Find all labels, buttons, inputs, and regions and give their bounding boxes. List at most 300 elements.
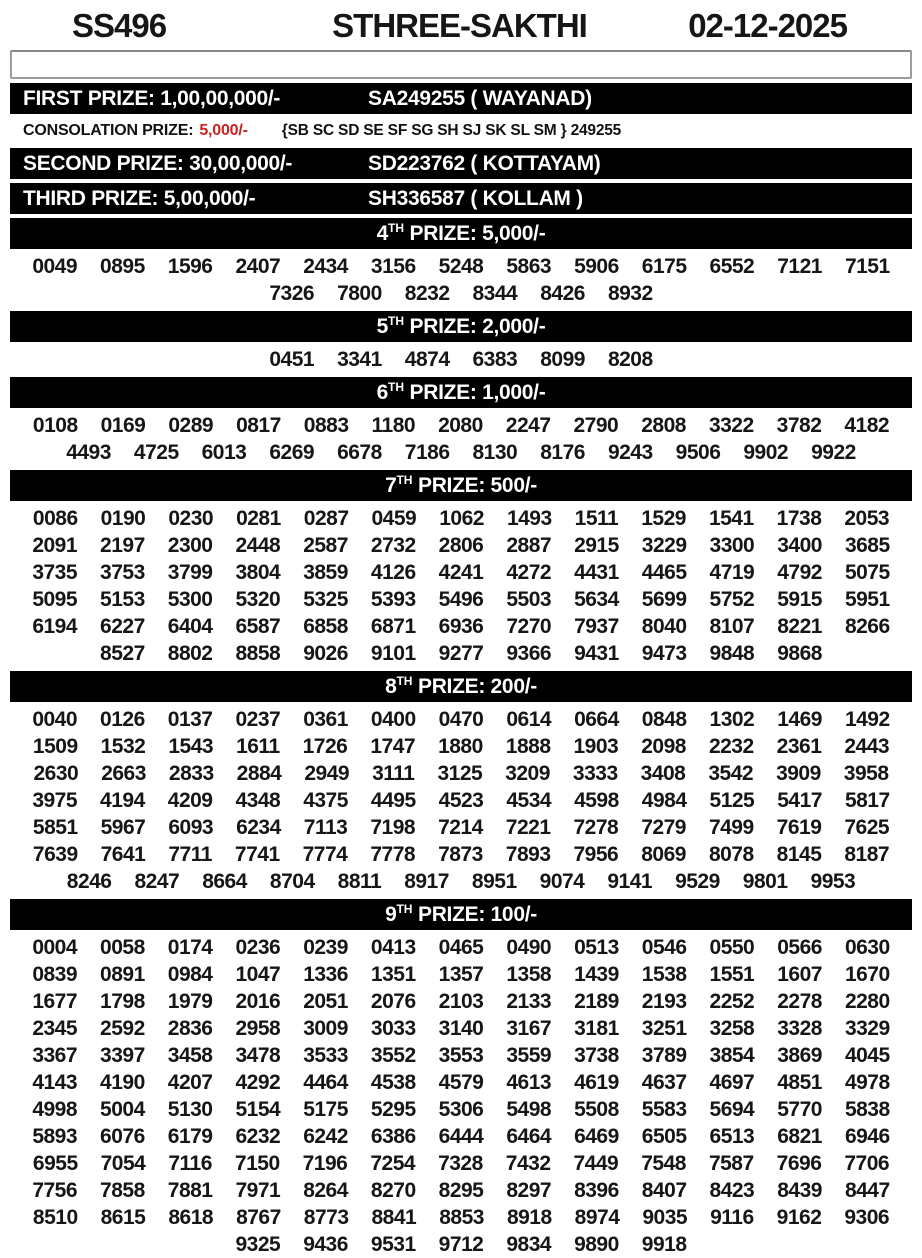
prize-number: 2361	[776, 735, 822, 758]
prize-number: 8078	[708, 843, 754, 866]
prize-number-row	[0, 868, 922, 895]
prize-number: 8232	[404, 282, 450, 305]
prize-number: 5075	[844, 561, 890, 584]
prize-number-row	[0, 1096, 922, 1123]
prize-number-row	[0, 934, 922, 961]
prize-number: 8615	[100, 1206, 146, 1229]
prize-number-row	[0, 253, 922, 280]
prize-number: 5583	[641, 1098, 687, 1121]
prize-number: 0839	[32, 963, 78, 986]
prize-number: 3229	[641, 534, 687, 557]
prize-number: 6469	[574, 1125, 619, 1148]
prize-number: 8917	[404, 870, 449, 893]
prize-number: 7778	[370, 843, 416, 866]
prize-number: 6269	[269, 441, 315, 464]
prize-number: 5496	[438, 588, 484, 611]
prize-number: 4207	[167, 1071, 213, 1094]
prize-number: 5694	[709, 1098, 755, 1121]
prize-number: 0490	[506, 936, 552, 959]
prize-number: 2345	[32, 1017, 78, 1040]
prize-number: 3738	[574, 1044, 619, 1067]
prize-number: 2443	[844, 735, 890, 758]
prize-number: 5508	[574, 1098, 619, 1121]
prize-number: 5634	[574, 588, 619, 611]
prize-number: 9074	[539, 870, 585, 893]
prize-number: 5175	[303, 1098, 348, 1121]
prize-number: 3328	[777, 1017, 822, 1040]
prize-number: 4194	[100, 789, 145, 812]
prize-number: 0630	[844, 936, 890, 959]
consolation-series: {SB SC SD SE SF SG SH SJ SK SL SM } 249255	[281, 122, 622, 139]
prize-number: 7800	[337, 282, 382, 305]
prize-number-row	[0, 640, 922, 667]
prize-number: 8527	[100, 642, 145, 665]
prize-number: 2958	[235, 1017, 281, 1040]
prize-number: 6234	[236, 816, 281, 839]
prize-number-row	[0, 1042, 922, 1069]
prize-number: 1357	[438, 963, 484, 986]
prize-number: 6955	[32, 1152, 78, 1175]
prize-number: 7881	[167, 1179, 213, 1202]
prize-number: 8145	[776, 843, 822, 866]
prize-number: 7711	[168, 843, 212, 866]
prize-number: 6587	[235, 615, 281, 638]
prize-number: 5752	[709, 588, 755, 611]
prize-number: 3782	[776, 414, 822, 437]
prize-number: 6383	[472, 348, 518, 371]
prize-number: 0614	[506, 708, 552, 731]
prize-number: 0108	[32, 414, 78, 437]
prize-number: 1492	[844, 708, 890, 731]
prize-number: 1979	[167, 990, 213, 1013]
prize-number: 2300	[167, 534, 213, 557]
prize-number: 7214	[438, 816, 483, 839]
prize-number: 6505	[641, 1125, 687, 1148]
prize-number: 1677	[32, 990, 78, 1013]
prize-number: 2076	[370, 990, 416, 1013]
prize-number: 0230	[168, 507, 214, 530]
prize-number: 3367	[32, 1044, 78, 1067]
prize-number: 3975	[32, 789, 78, 812]
prize-number: 5300	[167, 588, 213, 611]
prize-number: 6678	[337, 441, 382, 464]
prize-number: 4613	[506, 1071, 552, 1094]
prize-number: 5130	[167, 1098, 213, 1121]
prize-number: 3804	[235, 561, 281, 584]
prize-number: 9529	[675, 870, 720, 893]
prize-number: 6076	[100, 1125, 145, 1148]
prize-number: 3799	[167, 561, 213, 584]
prize-number: 6242	[303, 1125, 348, 1148]
prize-number: 3156	[370, 255, 416, 278]
prize-number: 6946	[844, 1125, 890, 1148]
consolation-label: CONSOLATION PRIZE:	[23, 122, 194, 139]
ninth-prize-header	[10, 899, 912, 930]
prize-number: 1880	[438, 735, 483, 758]
prize-number: 5951	[844, 588, 890, 611]
prize-number: 8858	[235, 642, 281, 665]
prize-number: 0239	[303, 936, 348, 959]
prize-number: 0883	[303, 414, 349, 437]
prize-number: 8130	[472, 441, 518, 464]
prize-number: 0289	[168, 414, 214, 437]
prize-number: 9868	[777, 642, 822, 665]
eighth-prize-header	[10, 671, 912, 702]
prize-number: 4637	[641, 1071, 687, 1094]
prize-number: 3533	[303, 1044, 348, 1067]
prize-number: 1509	[32, 735, 78, 758]
seventh-prize-header	[10, 470, 912, 501]
prize-number: 3909	[776, 762, 821, 785]
prize-number: 4493	[66, 441, 111, 464]
prize-number: 8407	[641, 1179, 687, 1202]
prize-number: 9953	[810, 870, 856, 893]
prize-number: 5699	[641, 588, 687, 611]
prize-number: 7278	[573, 816, 619, 839]
prize-number: 0137	[167, 708, 213, 731]
prize-number: 7116	[168, 1152, 212, 1175]
prize-number: 9035	[642, 1206, 688, 1229]
prize-number: 1798	[100, 990, 145, 1013]
prize-number: 3400	[777, 534, 822, 557]
prize-number: 0040	[32, 708, 78, 731]
prize-number: 0848	[641, 708, 687, 731]
prize-number: 2197	[100, 534, 145, 557]
prize-number-row	[0, 439, 922, 466]
prize-number: 8439	[777, 1179, 822, 1202]
prize-number: 0086	[32, 507, 78, 530]
prize-number: 9243	[607, 441, 653, 464]
prize-number: 0413	[370, 936, 416, 959]
prize-number: 9162	[776, 1206, 822, 1229]
prize-number-row	[0, 613, 922, 640]
prize-number: 8246	[66, 870, 112, 893]
prize-number: 4538	[370, 1071, 416, 1094]
prize-number: 8773	[303, 1206, 349, 1229]
prize-number: 4851	[777, 1071, 822, 1094]
prize-number: 0049	[32, 255, 78, 278]
ninth-prize-title: 9TH PRIZE: 100/-	[385, 902, 537, 926]
prize-number: 0566	[777, 936, 822, 959]
seventh-prize-numbers	[0, 505, 922, 667]
prize-number: 1543	[168, 735, 214, 758]
prize-number: 5906	[574, 255, 619, 278]
prize-number: 6821	[777, 1125, 822, 1148]
prize-number: 6093	[168, 816, 214, 839]
prize-number: 7873	[438, 843, 483, 866]
prize-number-row	[0, 814, 922, 841]
prize-number: 9366	[506, 642, 552, 665]
sixth-prize-numbers	[0, 412, 922, 466]
prize-number: 7548	[641, 1152, 686, 1175]
prize-number-row	[0, 1231, 922, 1258]
prize-number: 7054	[100, 1152, 146, 1175]
prize-number: 3300	[709, 534, 755, 557]
prize-number: 4272	[506, 561, 552, 584]
prize-number: 7587	[708, 1152, 754, 1175]
prize-number: 8704	[269, 870, 315, 893]
prize-number: 8295	[438, 1179, 484, 1202]
prize-number: 0058	[100, 936, 145, 959]
prize-number: 1351	[370, 963, 416, 986]
ticket-number-input[interactable]	[10, 50, 912, 79]
prize-number: 2053	[844, 507, 890, 530]
prize-number: 9026	[303, 642, 348, 665]
prize-number: 0465	[438, 936, 484, 959]
prize-number-row	[0, 1123, 922, 1150]
prize-number-row	[0, 1177, 922, 1204]
prize-number: 4495	[370, 789, 416, 812]
prize-number: 9436	[303, 1233, 348, 1256]
prize-number: 9918	[641, 1233, 687, 1256]
prize-number: 7741	[234, 843, 280, 866]
prize-number: 1336	[303, 963, 348, 986]
prize-number: 2280	[844, 990, 890, 1013]
prize-number: 7121	[777, 255, 822, 278]
prize-number: 8618	[168, 1206, 214, 1229]
prize-number: 4126	[370, 561, 416, 584]
section-6th-prize	[0, 377, 922, 466]
third-prize-label: THIRD PRIZE: 5,00,000/-	[23, 186, 256, 210]
prize-number: 9834	[506, 1233, 552, 1256]
prize-number: 3258	[709, 1017, 755, 1040]
prize-number: 7449	[573, 1152, 619, 1175]
prize-number: 7756	[32, 1179, 78, 1202]
prize-number: 7151	[844, 255, 890, 278]
prize-number: 2884	[236, 762, 282, 785]
prize-number: 0546	[641, 936, 687, 959]
prize-number: 1469	[777, 708, 822, 731]
prize-number: 8187	[844, 843, 890, 866]
prize-number: 6871	[370, 615, 416, 638]
prize-number-row	[0, 280, 922, 307]
prize-number: 2103	[438, 990, 484, 1013]
prize-number: 9801	[742, 870, 788, 893]
prize-number: 3329	[844, 1017, 890, 1040]
prize-number: 8932	[607, 282, 653, 305]
prize-number: 9141	[607, 870, 653, 893]
prize-number: 8297	[506, 1179, 552, 1202]
fourth-prize-header	[10, 218, 912, 249]
prize-number: 9848	[709, 642, 755, 665]
prize-number: 2592	[100, 1017, 145, 1040]
second-prize-label: SECOND PRIZE: 30,00,000/-	[23, 151, 293, 175]
prize-number: 4619	[574, 1071, 619, 1094]
prize-number: 3553	[438, 1044, 484, 1067]
prize-number: 0126	[100, 708, 145, 731]
prize-number: 4598	[574, 789, 619, 812]
prize-number: 2189	[574, 990, 619, 1013]
prize-number: 7432	[505, 1152, 551, 1175]
prize-number: 5893	[32, 1125, 78, 1148]
prize-number: 2790	[573, 414, 619, 437]
prize-number: 9922	[811, 441, 856, 464]
prize-number: 5325	[303, 588, 348, 611]
prize-number: 1493	[506, 507, 552, 530]
fifth-prize-header	[10, 311, 912, 342]
prize-number: 6404	[167, 615, 213, 638]
prize-number: 5967	[100, 816, 146, 839]
prize-number: 6513	[709, 1125, 755, 1148]
prize-number: 3251	[641, 1017, 687, 1040]
section-9th-prize	[0, 899, 922, 1258]
prize-number: 6179	[167, 1125, 213, 1148]
prize-number: 8426	[540, 282, 585, 305]
prize-number: 7706	[844, 1152, 890, 1175]
prize-number: 7113	[303, 816, 348, 839]
prize-number: 0004	[32, 936, 78, 959]
prize-number: 0237	[235, 708, 281, 731]
prize-number: 6232	[235, 1125, 281, 1148]
prize-number-row	[0, 760, 922, 787]
prize-number-row	[0, 586, 922, 613]
prize-number: 8208	[607, 348, 653, 371]
prize-number: 1062	[439, 507, 484, 530]
section-8th-prize	[0, 671, 922, 895]
prize-number: 5095	[32, 588, 78, 611]
prize-number: 2806	[438, 534, 484, 557]
prize-number: 3542	[708, 762, 754, 785]
prize-number: 3341	[337, 348, 382, 371]
prize-number: 7696	[776, 1152, 822, 1175]
prize-number: 7499	[708, 816, 754, 839]
prize-number: 0984	[167, 963, 213, 986]
prize-number: 3009	[303, 1017, 348, 1040]
prize-number: 5863	[506, 255, 552, 278]
prize-number: 2630	[33, 762, 79, 785]
prize-number: 1903	[573, 735, 619, 758]
prize-number: 4431	[574, 561, 619, 584]
prize-number: 0361	[303, 708, 348, 731]
prize-number: 7221	[505, 816, 551, 839]
prize-number: 2278	[777, 990, 822, 1013]
prize-number: 7619	[776, 816, 822, 839]
prize-number: 4292	[235, 1071, 281, 1094]
first-prize-winner: SA249255 ( WAYANAD)	[368, 86, 592, 110]
prize-number: 8176	[540, 441, 585, 464]
prize-number: 7893	[505, 843, 551, 866]
prize-number: 2887	[506, 534, 552, 557]
fifth-prize-title: 5TH PRIZE: 2,000/-	[376, 314, 546, 338]
prize-number: 1511	[574, 507, 619, 530]
prize-number: 3181	[574, 1017, 619, 1040]
prize-number: 0287	[303, 507, 349, 530]
prize-number: 8423	[709, 1179, 755, 1202]
prize-number: 7198	[370, 816, 416, 839]
prize-number: 3167	[506, 1017, 552, 1040]
prize-number: 0550	[709, 936, 755, 959]
prize-number: 7639	[32, 843, 78, 866]
prize-number: 6464	[506, 1125, 552, 1148]
prize-number: 6175	[641, 255, 687, 278]
fifth-prize-numbers	[0, 346, 922, 373]
prize-number: 2732	[370, 534, 416, 557]
prize-number: 2193	[641, 990, 687, 1013]
prize-number: 8767	[236, 1206, 281, 1229]
prize-number: 8396	[574, 1179, 619, 1202]
prize-number: 1670	[844, 963, 890, 986]
prize-number: 1302	[709, 708, 755, 731]
prize-number: 9890	[574, 1233, 619, 1256]
prize-number: 3869	[777, 1044, 822, 1067]
ninth-prize-numbers	[0, 934, 922, 1258]
prize-number: 7270	[506, 615, 552, 638]
prize-number: 5851	[32, 816, 78, 839]
prize-number: 8069	[641, 843, 686, 866]
prize-number: 3478	[235, 1044, 281, 1067]
prize-number: 7858	[100, 1179, 145, 1202]
prize-number: 4978	[844, 1071, 890, 1094]
prize-number: 2133	[506, 990, 552, 1013]
prize-number: 6227	[100, 615, 145, 638]
prize-number: 4984	[641, 789, 687, 812]
prize-number: 8510	[32, 1206, 78, 1229]
prize-number: 4241	[438, 561, 484, 584]
prize-number: 2587	[303, 534, 348, 557]
prize-number: 1180	[371, 414, 416, 437]
prize-number: 1358	[506, 963, 552, 986]
prize-number: 1596	[167, 255, 213, 278]
prize-number: 1726	[302, 735, 348, 758]
prize-number: 0400	[370, 708, 416, 731]
prize-number: 3859	[303, 561, 348, 584]
prize-number: 1888	[505, 735, 551, 758]
section-5th-prize	[0, 311, 922, 373]
prize-number: 0513	[574, 936, 619, 959]
prize-number: 3033	[370, 1017, 416, 1040]
prize-number: 4719	[709, 561, 755, 584]
first-prize-label: FIRST PRIZE: 1,00,00,000/-	[23, 86, 281, 110]
prize-number: 1439	[574, 963, 619, 986]
prize-number: 2836	[167, 1017, 213, 1040]
prize-number: 0470	[438, 708, 484, 731]
prize-number: 4190	[100, 1071, 145, 1094]
prize-number: 2949	[304, 762, 350, 785]
prize-number: 1551	[709, 963, 755, 986]
prize-number: 3111	[372, 762, 415, 785]
prize-number: 9116	[710, 1206, 754, 1229]
prize-number: 8040	[641, 615, 687, 638]
prize-number: 4725	[133, 441, 179, 464]
prize-number: 1747	[370, 735, 416, 758]
draw-code: SS496	[72, 7, 167, 44]
prize-number: 2915	[574, 534, 619, 557]
prize-number: 3140	[438, 1017, 484, 1040]
prize-number: 1529	[641, 507, 686, 530]
prize-number-row	[0, 532, 922, 559]
prize-number: 8270	[370, 1179, 416, 1202]
prize-number: 5125	[709, 789, 755, 812]
prize-number: 5248	[438, 255, 484, 278]
prize-number: 8266	[844, 615, 890, 638]
prize-number: 9902	[743, 441, 789, 464]
section-7th-prize	[0, 470, 922, 667]
prize-number: 4874	[404, 348, 450, 371]
prize-number: 4697	[709, 1071, 755, 1094]
prize-number: 4464	[303, 1071, 348, 1094]
prize-number: 0664	[574, 708, 619, 731]
prize-number: 4579	[438, 1071, 484, 1094]
prize-number: 2434	[303, 255, 348, 278]
prize-number-row	[0, 1204, 922, 1231]
prize-number-row	[0, 841, 922, 868]
prize-number: 8918	[506, 1206, 552, 1229]
prize-number-row	[0, 1015, 922, 1042]
prize-number: 1611	[236, 735, 280, 758]
prize-number-row	[0, 706, 922, 733]
prize-number: 5498	[506, 1098, 552, 1121]
prize-number: 2247	[505, 414, 551, 437]
